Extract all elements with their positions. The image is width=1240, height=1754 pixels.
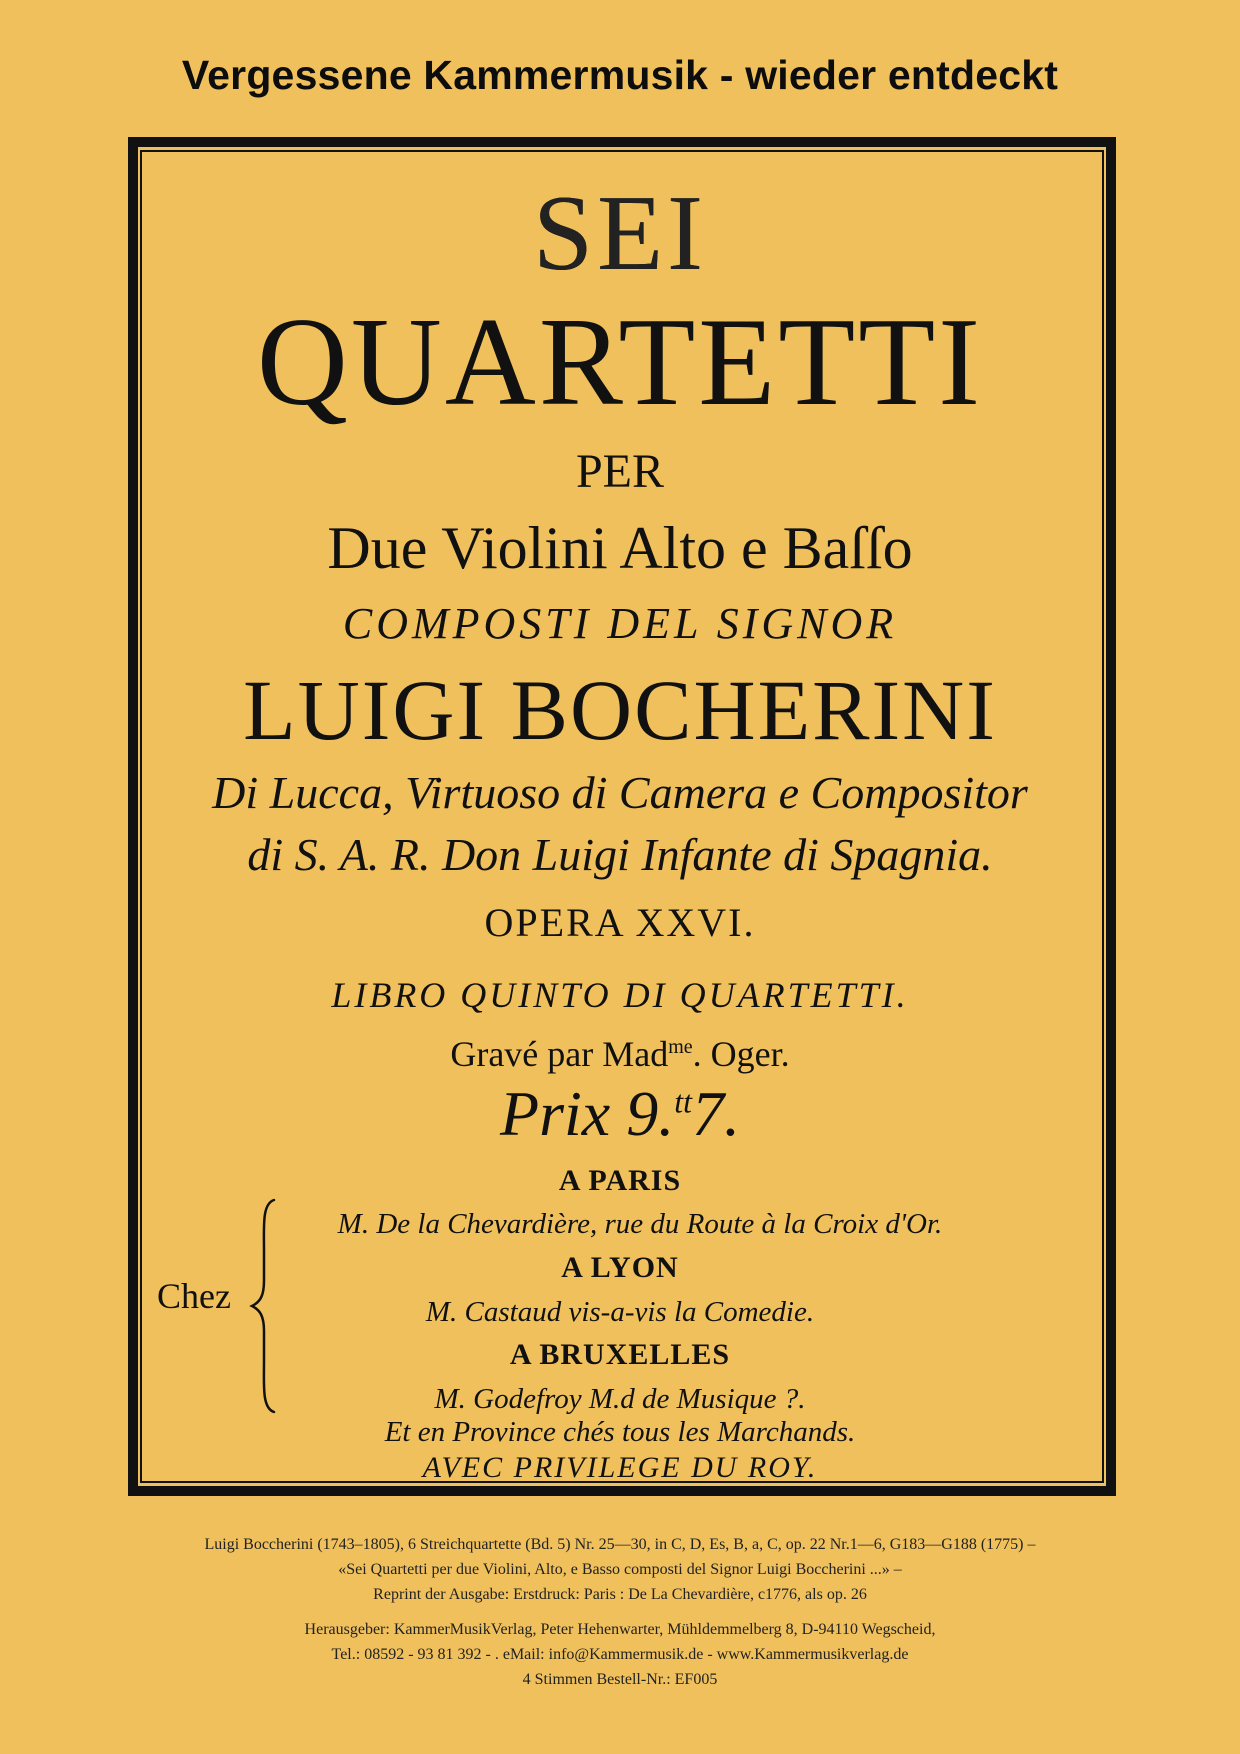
footer-line: Herausgeber: KammerMusikVerlag, Peter Hehenwarter, Mühldemmelberg 8, D-94110 Wegscheid, (304, 1621, 936, 1638)
chez-label: Chez (157, 1276, 231, 1316)
privilege-line: AVEC PRIVILEGE DU ROY. (422, 1451, 818, 1484)
opus-number: OPERA XXVI. (484, 900, 756, 945)
address-lyon: M. Castaud vis-a-vis la Comedie. (425, 1296, 815, 1328)
footer-line: Luigi Boccherini (1743–1805), 6 Streichquartette (Bd. 5) Nr. 25—30, in C, D, Es, B, a, C, op. 22 Nr.1—6, G183—G188 (1775) – (204, 1536, 1036, 1553)
composer-title-line-2: di S. A. R. Don Luigi Infante di Spagnia. (247, 829, 993, 880)
title-per: PER (575, 445, 665, 498)
address-paris: M. De la Chevardière, rue du Route à la Croix d'Or. (337, 1208, 943, 1240)
city-bruxelles: A BRUXELLES (509, 1338, 731, 1371)
title-instruments: Due Violini Alto e Baſſo (327, 515, 913, 581)
price-end: 7. (691, 1078, 740, 1149)
footer-line: Reprint der Ausgabe: Erstdruck: Paris : De La Chevardière, c1776, als op. 26 (373, 1586, 867, 1603)
footer-line: 4 Stimmen Bestell-Nr.: EF005 (522, 1671, 718, 1688)
price-prefix: Prix 9. (500, 1078, 675, 1149)
city-lyon: A LYON (561, 1251, 679, 1284)
composer-name: LUIGI BOCHERINI (243, 662, 997, 758)
title-composti: COMPOSTI DEL SIGNOR (342, 599, 898, 648)
engraver-line (0, 1036, 1240, 1072)
engraver-superscript: me (668, 1036, 693, 1058)
price-line (0, 1078, 1240, 1149)
address-bruxelles: M. Godefroy M.d de Musique ?. (434, 1383, 806, 1415)
footer-publisher (0, 1617, 1240, 1692)
province-line: Et en Province chés tous les Marchands. (384, 1416, 856, 1448)
city-paris: A PARIS (558, 1164, 682, 1197)
footer-line: Tel.: 08592 - 93 81 392 - . eMail: info@Kammermusik.de - www.Kammermusikverlag.de (331, 1646, 909, 1663)
footer-line: «Sei Quartetti per due Violini, Alto, e Basso composti del Signor Luigi Boccherini ...» – (338, 1561, 902, 1578)
engraver-prefix: Gravé par Mad (450, 1034, 669, 1074)
curly-brace-icon (248, 1196, 278, 1416)
series-title: Vergessene Kammermusik - wieder entdeckt (181, 52, 1059, 98)
title-sei: SEI (533, 174, 707, 293)
engraver-suffix: . Oger. (692, 1034, 790, 1074)
composer-title-line-1: Di Lucca, Virtuoso di Camera e Compositor (212, 767, 1028, 818)
price-superscript: tt (674, 1083, 692, 1120)
footer-description (0, 1532, 1240, 1607)
title-quartetti: QUARTETTI (256, 293, 984, 432)
book-number: LIBRO QUINTO DI QUARTETTI. (331, 975, 909, 1015)
